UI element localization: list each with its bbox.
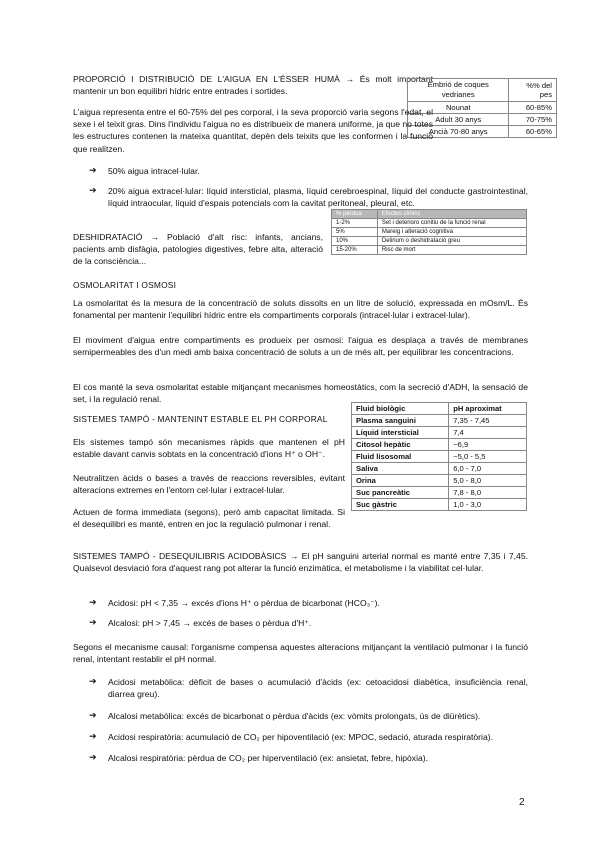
- table-cell: 5,0 - 8,0: [449, 475, 527, 487]
- table-dehydration: [331, 209, 527, 255]
- paragraph-osmolarity-2: El moviment d'aigua entre compartiments es produeix per osmosi: l'aigua es desplaça a través de membranes semipermeables des d'un medi amb baixa concentració de soluts a un de més alt, per equilibrar les concentracions.: [73, 335, 528, 358]
- table-cell: Plasma sanguini: [352, 415, 449, 427]
- table-cell: Risc de mort: [377, 246, 526, 255]
- table-row: [332, 237, 527, 246]
- bullet-acidosis: Acidosi: pH < 7,35 → excés d'ions H⁺ o pèrdua de bicarbonat (HCO₃⁻).: [108, 598, 380, 608]
- table-header: Embrió de coques vedrianes: [408, 79, 509, 102]
- table-header: Fluid biològic: [352, 403, 449, 415]
- table-cell: Saliva: [352, 463, 449, 475]
- paragraph-buffer-3: Actuen de forma immediata (segons), però amb capacitat limitada. Si el desequilibri es manté, entren en joc la regulació pulmonar i renal.: [73, 507, 345, 530]
- acid-base-inline: El pH sanguini arterial normal es manté entre 7,35 i: [301, 551, 506, 561]
- paragraph-water-proportion: L'aigua representa entre el 60-75% del pes corporal, i la seva proporció varia segons l'edat, el sexe i el teixit gras. Dins l'individu l'aigua no es distribueix de manera uniforme, ja que no totes les estructures contenen la mateixa quantitat, depèn dels teixits que les conformen i la funció que realitzen.: [73, 107, 433, 154]
- table-cell: 60-85%: [509, 102, 557, 114]
- table-row: [352, 499, 527, 511]
- table-cell: Nounat: [408, 102, 509, 114]
- paragraph-osmolarity-3: El cos manté la seva osmolaritat estable mitjançant mecanismes homeostàtics, com la secreció d'ADH, la sensació de set, i la regulació renal.: [73, 382, 528, 405]
- table-cell: 70-75%: [509, 114, 557, 126]
- table-cell: Fluid lisosomal: [352, 451, 449, 463]
- heading-water: PROPORCIÓ I DISTRIBUCIÓ DE L'AIGUA EN L'ÉSSER HUMÀ →: [73, 74, 355, 84]
- table-cell: Ancià 70-80 anys: [408, 126, 509, 138]
- table-ph: [351, 402, 527, 511]
- paragraph-buffer-2: Neutralitzen àcids o bases a través de reaccions reversibles, evitant alteracions extremes en l'entorn cel·lular i extracel·lular.: [73, 473, 345, 496]
- table-cell: 6,0 - 7,0: [449, 463, 527, 475]
- heading-water-text: És molt important: [359, 74, 433, 84]
- table-cell: Delirium o deshidratació greu: [377, 237, 526, 246]
- bullet-extracellular: [108, 185, 528, 209]
- table-row: [332, 246, 527, 255]
- table-cell: 7,4: [449, 427, 527, 439]
- table-cell: Citosol hepàtic: [352, 439, 449, 451]
- table-header: %% del pes: [509, 79, 557, 102]
- table-row: [352, 487, 527, 499]
- heading-acid-base: SISTEMES TAMPÓ - DESEQUILIBRIS ACIDOBÀSICS →: [73, 551, 299, 561]
- table-cell: ~5,0 - 5,5: [449, 451, 527, 463]
- arrow-icon: ➔: [89, 165, 97, 175]
- section-title-water: [73, 73, 433, 97]
- table-cell: 7,35 - 7,45: [449, 415, 527, 427]
- table-cell: Líquid intersticial: [352, 427, 449, 439]
- table-row: [332, 228, 527, 237]
- table-cell: Suc pancreàtic: [352, 487, 449, 499]
- bullet-metabolic-alkalosis: Alcalosi metabòlica: excés de bicarbonat o pèrdua d'àcids (ex: vòmits prolongats, ús de diürètics).: [108, 711, 481, 721]
- table-cell: 1,0 - 3,0: [449, 499, 527, 511]
- table-cell: 5%: [332, 228, 378, 237]
- table-cell: Set i deterioro conitiu de la funció renal: [377, 219, 526, 228]
- table-row: [352, 427, 527, 439]
- bullet-metabolic-acidosis: Acidosi metabòlica: dèficit de bases o acumulació d'àcids (ex: cetoacidosi diabètica, insuficiència renal, diarrea greu).: [108, 677, 528, 700]
- table-cell: 15-20%: [332, 246, 378, 255]
- arrow-icon: ➔: [89, 752, 97, 762]
- table-row: [332, 219, 527, 228]
- arrow-icon: ➔: [89, 731, 97, 741]
- table-row: [352, 463, 527, 475]
- table-cell: 10%: [332, 237, 378, 246]
- bullet-intracellular: 50% aigua intracel·lular.: [108, 166, 200, 176]
- table-cell: Suc gàstric: [352, 499, 449, 511]
- arrow-icon: ➔: [89, 676, 97, 686]
- paragraph-acid-base: [73, 550, 528, 574]
- heading-buffer: SISTEMES TAMPÓ - MANTENINT ESTABLE EL PH CORPORAL: [73, 414, 328, 424]
- arrow-icon: ➔: [89, 617, 97, 627]
- paragraph-buffer-1: Els sistemes tampó són mecanismes ràpids que mantenen el pH estable davant canvis sobtats en la concentració d'ions H⁺ o OH⁻.: [73, 437, 345, 460]
- heading-osmolarity: OSMOLARITAT I OSMOSI: [73, 280, 177, 290]
- table-header: pH aproximat: [449, 403, 527, 415]
- table-row: [352, 415, 527, 427]
- bullet-alkalosis: Alcalosi: pH > 7,45 → excés de bases o pèrdua d'H⁺.: [108, 618, 312, 628]
- table-cell: 1-2%: [332, 219, 378, 228]
- table-cell: Adult 30 anys: [408, 114, 509, 126]
- paragraph-mechanism: Segons el mecanisme causal: l'organisme compensa aquestes alteracions mitjançant la ventilació pulmonar i la funció renal, intentant restablir el pH normal.: [73, 642, 528, 665]
- bullet-respiratory-alkalosis: Alcalosi respiratòria: pèrdua de CO₂ per hiperventilació (ex: ansietat, febre, hipòxia).: [108, 753, 429, 763]
- table-header: Efectes clínics: [377, 210, 526, 219]
- acid-base-rest: 7,45. Qualsevol desviació fora d'aquest rang pot alterar la funció enzimàtica, el metabolisme i la viabilitat cel·lular.: [73, 551, 529, 574]
- bullet-respiratory-acidosis: Acidosi respiratòria: acumulació de CO₂ per hipoventilació (ex: MPOC, sedació, aturada respiratòria).: [108, 732, 493, 742]
- table-row: [352, 475, 527, 487]
- page-number: 2: [519, 797, 525, 808]
- table-header: % pèrdua: [332, 210, 378, 219]
- arrow-icon: ➔: [89, 597, 97, 607]
- arrow-icon: ➔: [89, 710, 97, 720]
- paragraph-osmolarity-1: La osmolaritat és la mesura de la concentració de soluts dissolts en un litre de solució, expressada en mOsm/L. És fonamental per mantenir l'equilibri hídric entre els compartiments corporals (intracel·lular i extracel·lular).: [73, 298, 528, 321]
- arrow-icon: ➔: [89, 185, 97, 195]
- paragraph-dehydration: DESHIDRATACIÓ → Població d'alt risc: infants, ancians, pacients amb disfàgia, patologies digestives, febre alta, alteració de la consciència...: [73, 232, 323, 267]
- table-row: [352, 451, 527, 463]
- table-cell: ~6,9: [449, 439, 527, 451]
- table-cell: Mareig i alteració cognitiva: [377, 228, 526, 237]
- heading-water-text-rest: mantenir un bon equilibri hídric entre entrades i sortides.: [73, 86, 288, 97]
- table-cell: 60-65%: [509, 126, 557, 138]
- table-row: [352, 439, 527, 451]
- table-cell: 7,8 - 8,0: [449, 487, 527, 499]
- table-cell: Orina: [352, 475, 449, 487]
- bullet-extracellular-text: 20% aigua extracel·lular: líquid intersticial, plasma, líquid cerebroespinal, líquid del conducte gastrointestinal, líquid intraocular, líquid d'espais potencials com la cavitat peritoneal, pleural, etc.: [108, 186, 528, 209]
